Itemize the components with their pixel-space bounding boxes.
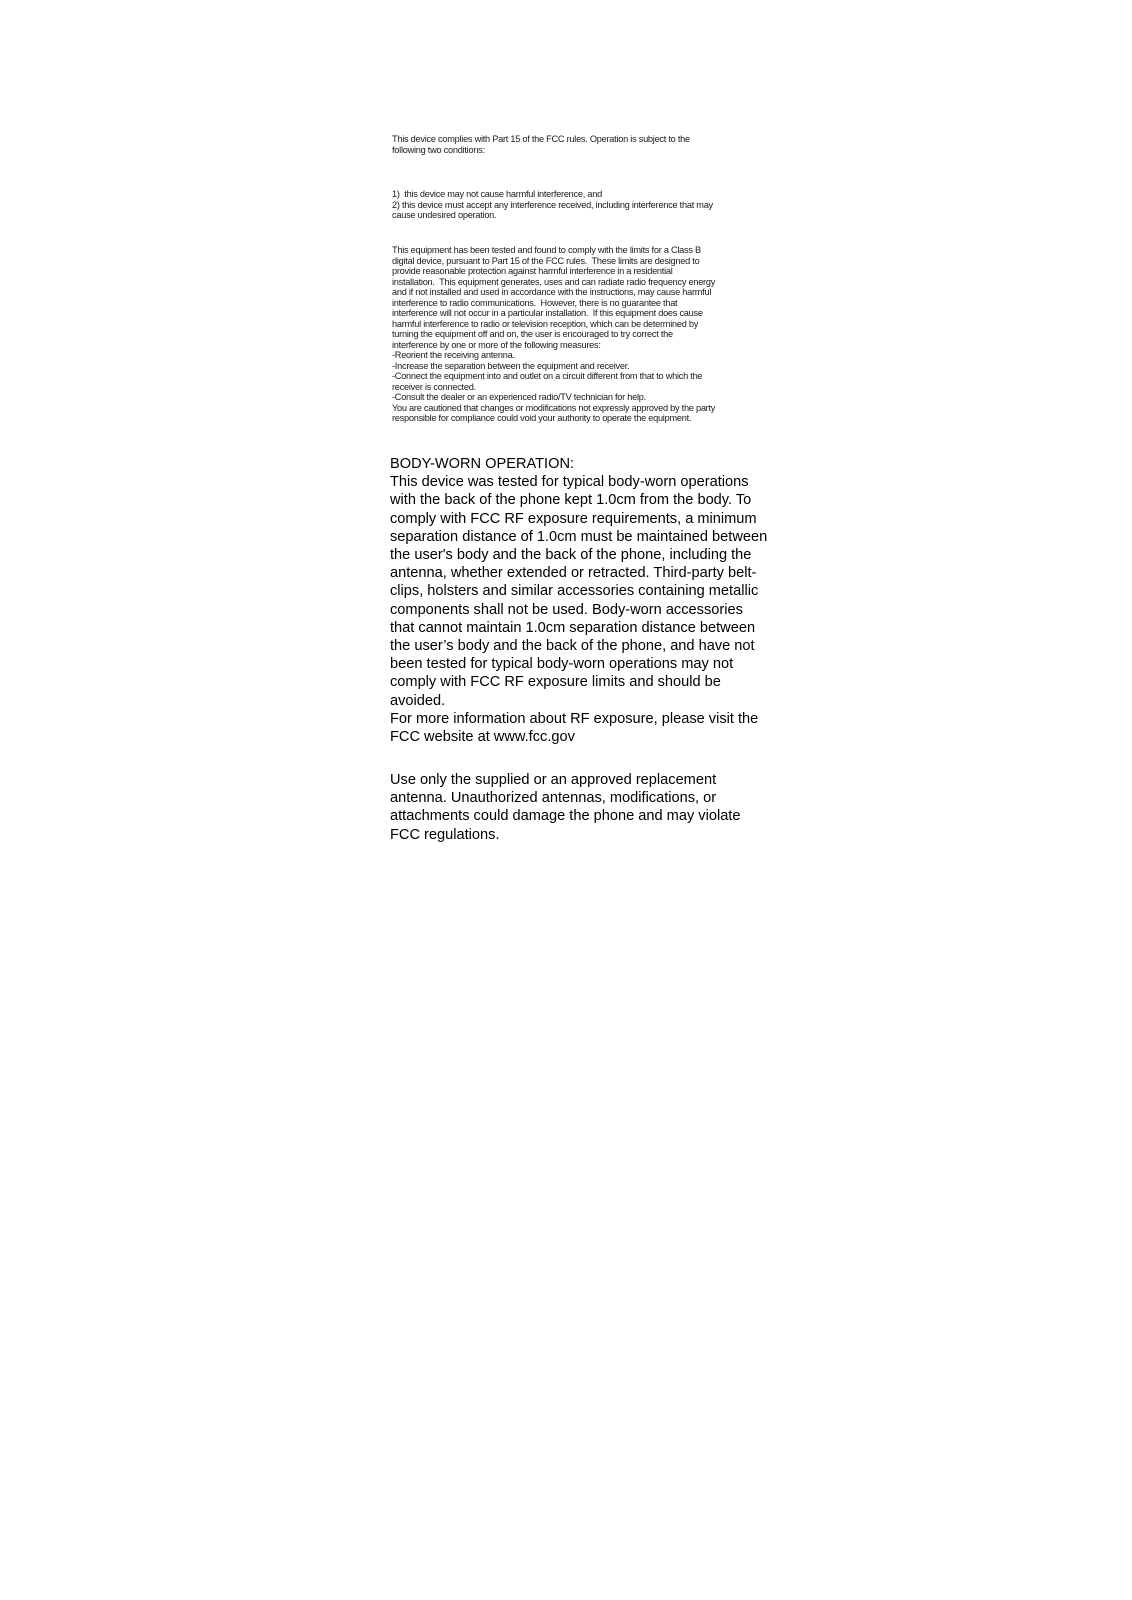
text-line: -Reorient the receiving antenna. — [392, 350, 515, 360]
text-line: This device complies with Part 15 of the FCC rules. Operation is subject to the — [392, 134, 690, 144]
text-line: been tested for typical body-worn operations may not — [390, 656, 734, 673]
text-line: with the back of the phone kept 1.0cm from the body. To — [390, 492, 752, 509]
section-heading: BODY-WORN OPERATION: — [390, 456, 575, 472]
text-line: -Connect the equipment into and outlet on a circuit different from that to which the — [392, 371, 703, 381]
text-line: the user's body and the back of the phone, including the — [390, 547, 752, 564]
text-line: FCC regulations. — [390, 826, 500, 843]
text-line: 1) this device may not cause harmful interference, and — [392, 189, 602, 199]
text-line: -Consult the dealer or an experienced radio/TV technician for help. — [392, 392, 646, 402]
text-line: antenna, whether extended or retracted. Third-party belt- — [390, 565, 757, 582]
text-line: components shall not be used. Body-worn accessories — [390, 601, 743, 618]
text-line: -Increase the separation between the equipment and receiver. — [392, 360, 630, 371]
text-line: that cannot maintain 1.0cm separation distance between — [390, 619, 756, 636]
text-line: provide reasonable protection against harmful interference in a residential — [392, 266, 673, 276]
text-line: responsible for compliance could void your authority to operate the equipment. — [392, 413, 692, 423]
fcc-intro — [392, 134, 690, 155]
text-line: This device was tested for typical body-worn operations — [390, 474, 749, 491]
text-line: installation. This equipment generates, uses and can radiate radio frequency energy — [392, 276, 716, 287]
body-worn-section — [390, 455, 767, 746]
text-line: interference will not occur in a particular installation. If this equipment does cause — [392, 308, 703, 318]
class-b-statement — [392, 245, 715, 424]
text-line: comply with FCC RF exposure requirements, a minimum — [390, 510, 757, 527]
text-line: comply with FCC RF exposure limits and should be — [390, 674, 721, 691]
text-line: You are cautioned that changes or modifications not expressly approved by the party — [392, 402, 716, 413]
text-line: interference to radio communications. However, there is no guarantee that — [392, 297, 678, 308]
text-line: turning the equipment off and on, the user is encouraged to try correct the — [392, 329, 673, 339]
text-line: Use only the supplied or an approved replacement — [390, 772, 717, 788]
text-line: FCC website at www.fcc.gov — [390, 729, 575, 746]
text-line: cause undesired operation. — [392, 210, 497, 220]
text-line: 2) this device must accept any interference received, including interference that may — [392, 199, 713, 210]
text-line: attachments could damage the phone and may violate — [390, 808, 741, 825]
fcc-conditions — [392, 189, 713, 221]
text-line: and if not installed and used in accordance with the instructions, may cause harmful — [392, 287, 712, 297]
antenna-notice — [390, 771, 740, 844]
text-line: digital device, pursuant to Part 15 of the FCC rules. These limits are designed to — [392, 255, 700, 266]
text-line: separation distance of 1.0cm must be maintained between — [390, 528, 768, 545]
text-line: the user’s body and the back of the phone, and have not — [390, 638, 755, 655]
text-line: antenna. Unauthorized antennas, modifications, or — [390, 790, 717, 807]
text-line: This equipment has been tested and found to comply with the limits for a Class B — [392, 245, 701, 255]
text-line: clips, holsters and similar accessories containing metallic — [390, 583, 759, 600]
text-line: avoided. — [390, 692, 446, 709]
text-line: receiver is connected. — [392, 381, 476, 392]
text-line: interference by one or more of the following measures: — [392, 339, 601, 350]
text-line: harmful interference to radio or television reception, which can be determined by — [392, 318, 699, 329]
text-line: For more information about RF exposure, please visit the — [390, 710, 759, 727]
text-line: following two conditions: — [392, 144, 485, 155]
